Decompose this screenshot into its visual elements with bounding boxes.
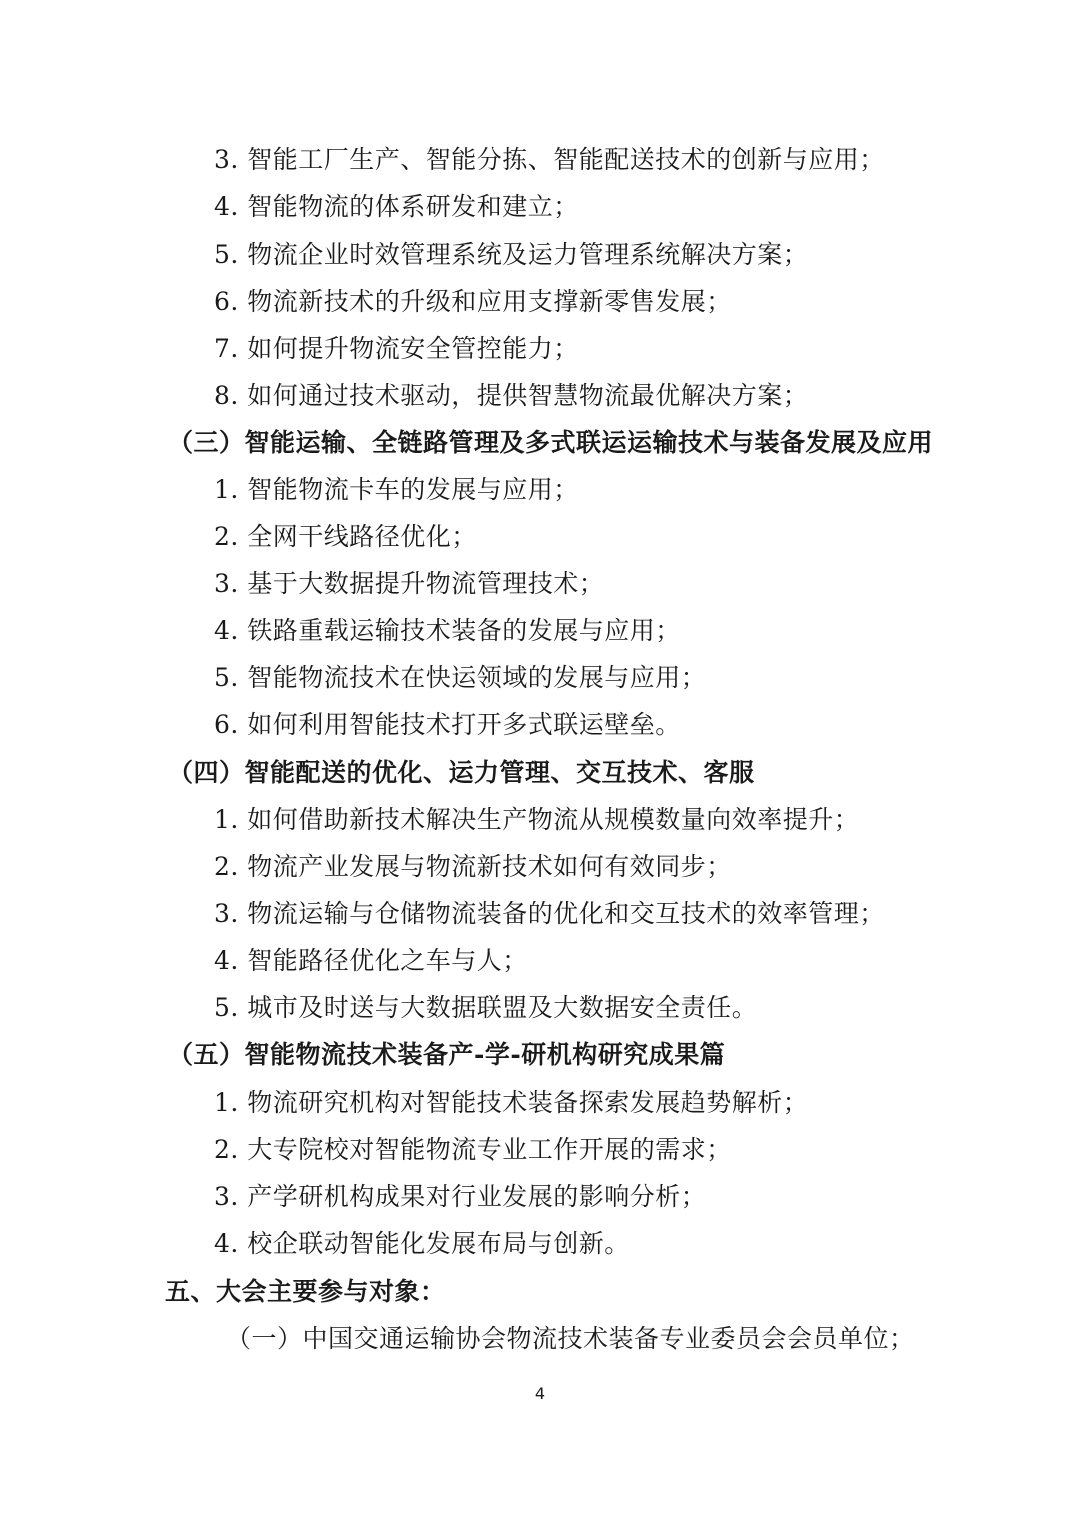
list-item: 6. 如何利用智能技术打开多式联运壁垒。	[214, 710, 681, 739]
list-item: 2. 全网干线路径优化；	[214, 522, 477, 551]
list-item: 3. 智能工厂生产、智能分拣、智能配送技术的创新与应用；	[214, 145, 885, 174]
list-item: 3. 基于大数据提升物流管理技术；	[214, 569, 605, 598]
section-heading: （三）智能运输、全链路管理及多式联运运输技术与装备发展及应用	[168, 428, 934, 457]
list-item: 5. 物流企业时效管理系统及运力管理系统解决方案；	[214, 240, 809, 269]
list-item: 1. 物流研究机构对智能技术装备探索发展趋势解析；	[214, 1088, 809, 1117]
list-item: 2. 大专院校对智能物流专业工作开展的需求；	[214, 1135, 732, 1164]
list-item: 4. 智能路径优化之车与人；	[214, 946, 528, 975]
list-item: 1. 如何借助新技术解决生产物流从规模数量向效率提升；	[214, 805, 860, 834]
list-item: 3. 产学研机构成果对行业发展的影响分析；	[214, 1182, 707, 1211]
main-section-heading: 五、大会主要参与对象：	[165, 1277, 446, 1306]
list-item: 4. 铁路重载运输技术装备的发展与应用；	[214, 616, 681, 645]
list-item: 2. 物流产业发展与物流新技术如何有效同步；	[214, 852, 732, 881]
list-item: （一）中国交通运输协会物流技术装备专业委员会会员单位；	[226, 1324, 915, 1353]
list-item: 5. 城市及时送与大数据联盟及大数据安全责任。	[214, 993, 758, 1022]
list-item: 5. 智能物流技术在快运领域的发展与应用；	[214, 663, 707, 692]
page-number: 4	[534, 1384, 546, 1403]
section-heading: （四）智能配送的优化、运力管理、交互技术、客服	[168, 758, 755, 787]
list-item: 1. 智能物流卡车的发展与应用；	[214, 475, 579, 504]
list-item: 3. 物流运输与仓储物流装备的优化和交互技术的效率管理；	[214, 899, 885, 928]
list-item: 7. 如何提升物流安全管控能力；	[214, 334, 579, 363]
list-item: 4. 校企联动智能化发展布局与创新。	[214, 1229, 630, 1258]
list-item: 6. 物流新技术的升级和应用支撑新零售发展；	[214, 287, 732, 316]
list-item: 4. 智能物流的体系研发和建立；	[214, 192, 579, 221]
section-heading: （五）智能物流技术装备产-学-研机构研究成果篇	[168, 1040, 726, 1069]
list-item: 8. 如何通过技术驱动，提供智慧物流最优解决方案；	[214, 381, 809, 410]
